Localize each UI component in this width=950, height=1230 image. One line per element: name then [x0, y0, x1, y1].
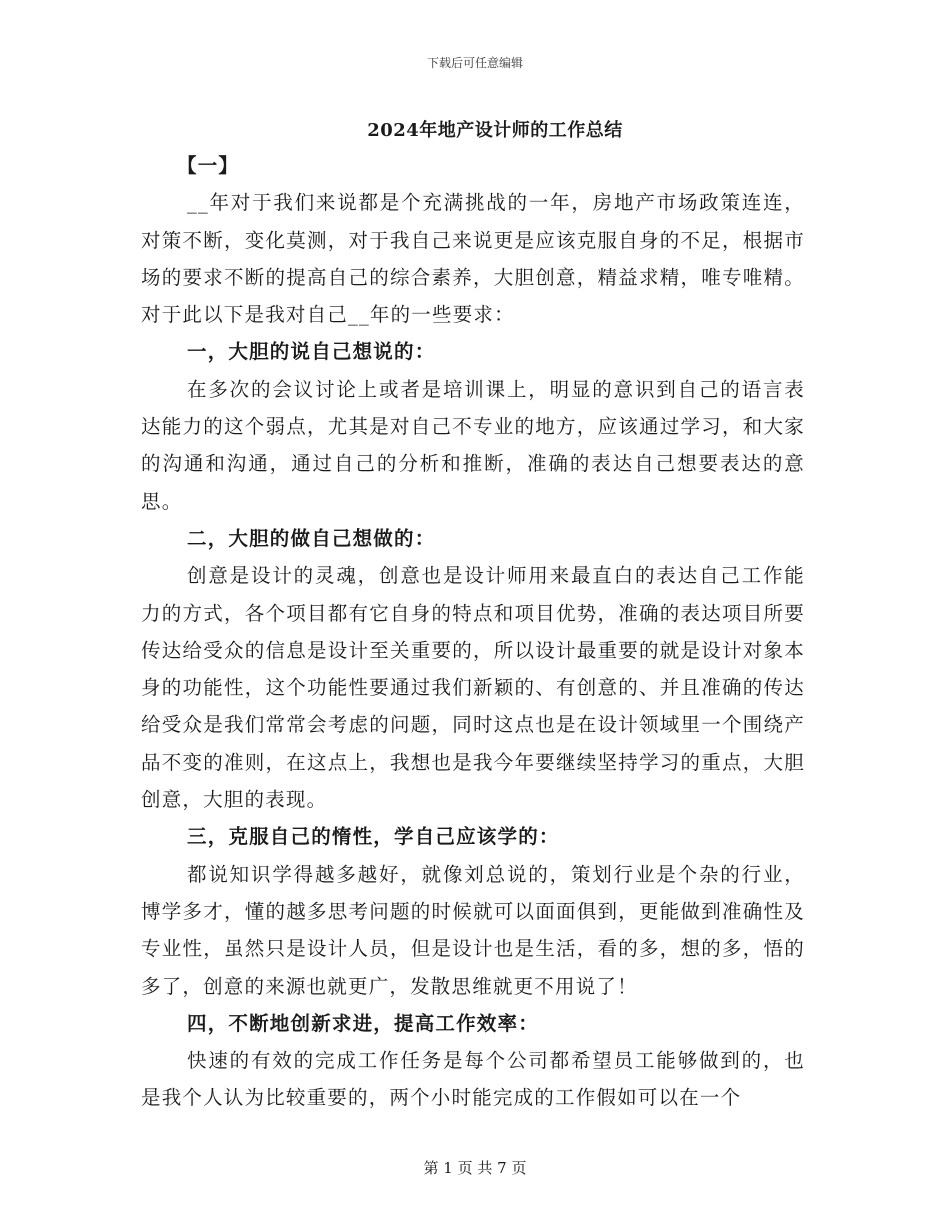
paragraph-2: 创意是设计的灵魂，创意也是设计师用来最直白的表达自己工作能力的方式，各个项目都有它自身的特点和项目优势，准确的表达项目所要传达给受众的信息是设计至关重要的，所以设计最重要的就是设计对象本身的功能性，这个功能性要通过我们新颖的、有创意的、并且准确的传达给受众是我们常常会考虑的问题，同时这点也是在设计领域里一个围绕产品不变的准则，在这点上，我想也是我今年要继续坚持学习的重点，大胆创意，大胆的表现。	[141, 564, 805, 812]
paragraph-3: 都说知识学得越多越好，就像刘总说的，策划行业是个杂的行业，博学多才，懂的越多思考问题的时候就可以面面俱到，更能做到准确性及专业性，虽然只是设计人员，但是设计也是生活，看的多，想的多，悟的多了，创意的来源也就更广，发散思维就更不用说了！	[141, 862, 805, 998]
document-title: 2024年地产设计师的工作总结	[367, 120, 623, 141]
page-footer: 第 1 页 共 7 页	[423, 1159, 527, 1177]
heading-1: 一，大胆的说自己想说的：	[187, 340, 436, 364]
document-body	[141, 147, 805, 1117]
heading-2: 二，大胆的做自己想做的：	[187, 526, 436, 550]
heading-3: 三，克服自己的惰性，学自己应该学的：	[187, 825, 560, 849]
intro-paragraph: __年对于我们来说都是个充满挑战的一年，房地产市场政策连连，对策不断，变化莫测，对于我自己来说更是应该克服自身的不足，根据市场的要求不断的提高自己的综合素养，大胆创意，精益求精，唯专唯精。对于此以下是我对自己__年的一些要求：	[141, 191, 805, 327]
section-label: 【一】	[177, 154, 240, 177]
paragraph-4: 快速的有效的完成工作任务是每个公司都希望员工能够做到的，也是我个人认为比较重要的，两个小时能完成的工作假如可以在一个	[141, 1049, 805, 1110]
paragraph-1: 在多次的会议讨论上或者是培训课上，明显的意识到自己的语言表达能力的这个弱点，尤其是对自己不专业的地方，应该通过学习，和大家的沟通和沟通，通过自己的分析和推断，准确的表达自己想要表达的意思。	[141, 377, 805, 513]
heading-4: 四，不断地创新求进，提高工作效率：	[187, 1011, 539, 1035]
header-note: 下载后可任意编辑	[426, 56, 523, 70]
